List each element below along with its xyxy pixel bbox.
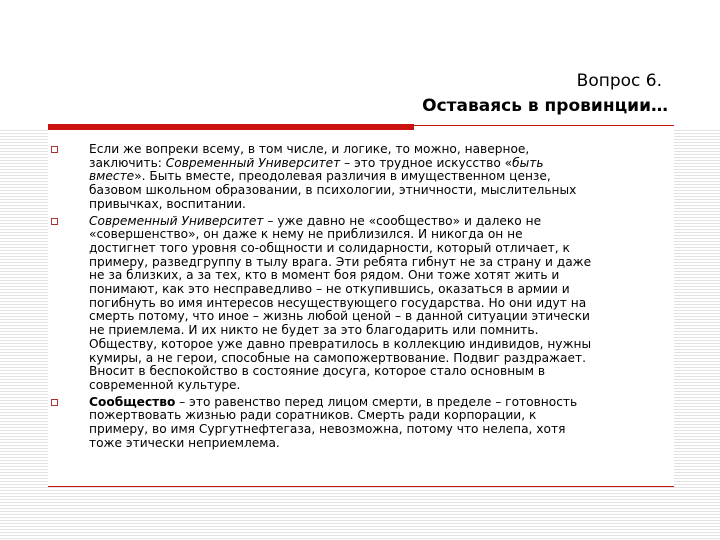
text-line — [89, 143, 674, 157]
text-line — [89, 283, 674, 297]
text-segment: Обществу, которое уже давно превратилось в коллекцию индивидов, нужны — [89, 336, 592, 351]
bullet-square-icon — [51, 218, 58, 225]
text-segment: не за близких, а за тех, кто в момент боя рядом. Они тоже хотят жить и — [89, 268, 560, 283]
text-line — [89, 396, 674, 410]
text-segment: современной культуре. — [89, 377, 241, 392]
italic-text: вместе — [89, 169, 135, 184]
text-segment: не приемлема. И их никто не будет за это благодарить или помнить. — [89, 323, 539, 338]
text-segment: понимают, как это несправедливо – не откупившись, оказаться в армии и — [89, 282, 570, 297]
text-segment: тоже этически неприемлема. — [89, 435, 280, 450]
text-line — [89, 379, 674, 393]
text-line — [89, 352, 674, 366]
title-divider-line — [414, 125, 674, 126]
text-line — [89, 184, 674, 198]
slide-title: Оставаясь в провинции… — [422, 96, 668, 116]
text-segment: смерть потому, что иное – жизнь любой ценой – в данной ситуации этически — [89, 309, 590, 324]
text-segment: – уже давно не «сообщество» и далеко не — [263, 213, 542, 228]
text-line — [89, 338, 674, 352]
text-segment: – это трудное искусство « — [340, 155, 513, 170]
bullet-square-icon — [51, 146, 58, 153]
bullet-square-icon — [51, 399, 58, 406]
text-line — [89, 365, 674, 379]
text-segment: кумиры, а не герои, способные на самопожертвование. Подвиг раздражает. — [89, 350, 586, 365]
bullet-item — [48, 215, 674, 393]
text-segment: – это равенство перед лицом смерти, в пределе – готовность — [175, 394, 578, 409]
footer-divider-line — [48, 486, 674, 487]
text-segment: «совершенство», он даже к нему не приблизился. И никогда он не — [89, 227, 523, 242]
text-segment: примеру, во имя Сургутнефтегаза, невозможна, потому что нелепа, хотя — [89, 422, 566, 437]
text-segment: примеру, разведгруппу в тылу врага. Эти ребята гибнут не за страну и даже — [89, 254, 592, 269]
slide-title-number: Вопрос 6. — [576, 71, 662, 91]
text-segment: ». Быть вместе, преодолевая различия в имущественном цензе, — [134, 169, 551, 184]
bullet-item — [48, 143, 674, 212]
text-segment: Если же вопреки всему, в том числе, и логике, то можно, наверное, — [89, 142, 530, 156]
text-segment: Вносит в беспокойство в состояние досуга, которое стало основным в — [89, 364, 546, 379]
italic-text: быть — [512, 155, 544, 170]
text-line — [89, 157, 674, 171]
italic-text: Современный Университет — [165, 155, 341, 170]
text-segment: заключить: — [89, 155, 166, 170]
text-segment: базовом школьном образовании, в психологии, этничности, мыслительных — [89, 183, 577, 198]
text-line — [89, 242, 674, 256]
text-segment: погибнуть во имя интересов несуществующего государства. Но они идут на — [89, 295, 587, 310]
text-line — [89, 297, 674, 311]
text-line — [89, 310, 674, 324]
text-line — [89, 269, 674, 283]
italic-text: Современный Университет — [89, 213, 264, 228]
text-line — [89, 423, 674, 437]
text-line — [89, 215, 674, 229]
text-line — [89, 437, 674, 451]
text-segment: пожертвовать жизнью ради соратников. Смерть ради корпорации, к — [89, 408, 537, 423]
text-line — [89, 228, 674, 242]
slide-body — [48, 143, 674, 453]
text-segment: привычках, воспитании. — [89, 196, 246, 211]
text-line — [89, 324, 674, 338]
bullet-item — [48, 396, 674, 451]
text-line — [89, 256, 674, 270]
text-line — [89, 409, 674, 423]
text-segment: достигнет того уровня со-общности и солидарности, который отличает, к — [89, 240, 570, 255]
text-line — [89, 198, 674, 212]
title-accent-bar — [48, 124, 414, 130]
text-line — [89, 170, 674, 184]
bold-text: Сообщество — [89, 394, 176, 409]
